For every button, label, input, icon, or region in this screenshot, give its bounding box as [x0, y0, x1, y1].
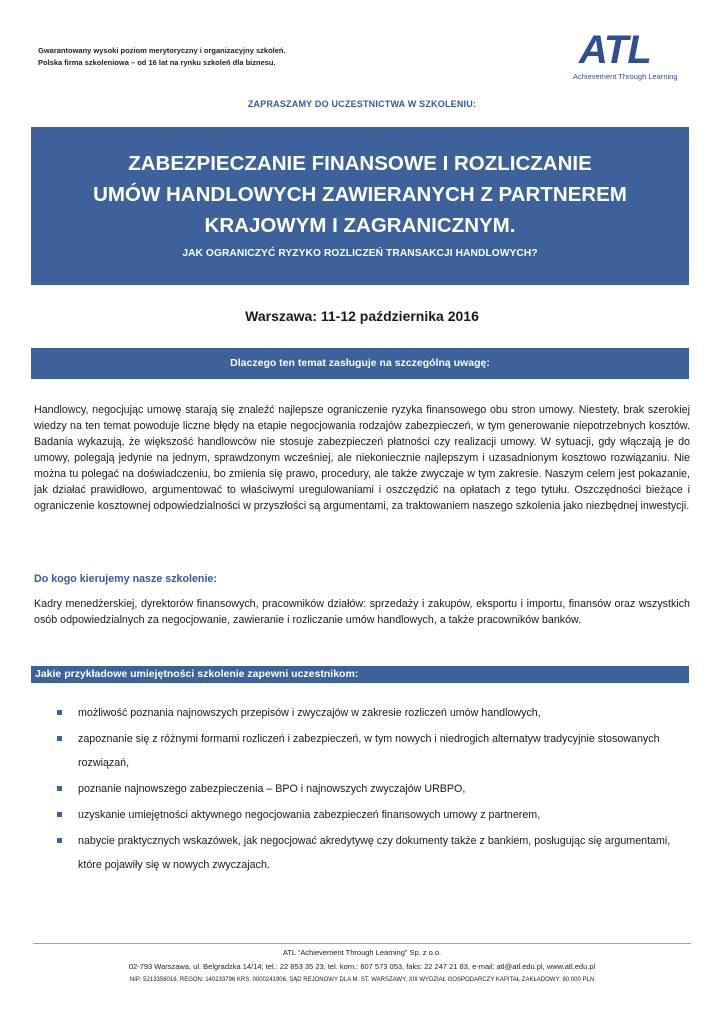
- why-paragraph: Handlowcy, negocjując umowę starają się znaleźć najlepsze ograniczenie ryzyka finansowego obu stron umowy. Niestety, brak szerokiej wiedzy na ten temat powoduje liczne błędy na etapie negocjowania rodzajów zabezpieczeń, w tym generowanie niepotrzebnych kosztów. Badania wykazują, że większość handlowców nie stosuje zabezpieczeń płatności czy realizacji umowy. W sytuacji, gdy włączają je do umowy, polegają jedynie na jednym, sprawdzonym wcześniej, ale niekoniecznie najlepszym i uzasadnionym kosztowo rozwiązaniu. Nie można tu polegać na doświadczeniu, bo zmienia się prawo, procedury, ale także zwyczaje w tym zakresie. Naszym celem jest pokazanie, jak działać prawidłowo, argumentować to właściwymi uregulowaniami i oszczędzić na opłatach z tego tytułu. Oszczędności bieżące i ograniczenie kosztownej odpowiedzialności w przyszłości są argumentami, za traktowaniem naszego szkolenia jako niezbędnej inwestycji.: [34, 404, 690, 512]
- list-item-text: uzyskanie umiejętności aktywnego negocjowania zabezpieczeń finansowych umowy z partnerem,: [78, 809, 541, 821]
- bullet-square-icon: [57, 736, 62, 741]
- audience-heading: Do kogo kierujemy nasze szkolenie:: [34, 573, 217, 585]
- footer-registration: NIP: 5213358018, REGON: 140233796 KRS: 0000241906, SĄD REJONOWY DLA M. ST. WARSZAWY, XIII WYDZIAŁ GOSPODARCZY KAPITAŁ ZAKŁADOWY: 80.000 PLN: [129, 977, 595, 983]
- training-subtitle: JAK OGRANICZYĆ RYZYKO ROZLICZEŃ TRANSAKCJI HANDLOWYCH?: [182, 248, 538, 259]
- title-line-3: KRAJOWYM I ZAGRANICZNYM.: [204, 214, 516, 237]
- logo-subtitle: Achievement Through Learning: [573, 72, 678, 81]
- bullet-square-icon: [57, 838, 62, 843]
- list-item: [52, 803, 682, 827]
- title-banner: [31, 127, 689, 285]
- atl-logo: [573, 30, 691, 85]
- logo-text: ATL: [579, 28, 651, 72]
- title-line-1: ZABEZPIECZANIE FINANSOWE I ROZLICZANIE: [128, 152, 592, 175]
- list-item-text: możliwość poznania najnowszych przepisów i zwyczajów w zakresie rozliczeń umów handlowych,: [78, 707, 541, 719]
- list-item-text: nabycie praktycznych wskazówek, jak negocjować akredytywę czy dokumenty także z bankiem, posługując się argumentami, które pojawiły się w nowych zwyczajach.: [78, 835, 671, 871]
- skills-list: [52, 701, 682, 877]
- bullet-square-icon: [57, 710, 62, 715]
- tagline-line-2: Polska firma szkoleniowa – od 16 lat na rynku szkoleń dla biznesu.: [38, 58, 276, 67]
- footer-divider: [33, 943, 691, 944]
- audience-paragraph: Kadry menedżerskiej, dyrektorów finansowych, pracowników działów: sprzedaży i zakupów, eksportu i importu, finansów oraz wszystkich osób odpowiedzialnych za negocjowanie, zawieranie i rozliczanie umów handlowych, a także pracowników banków.: [34, 598, 690, 626]
- list-item: [52, 829, 682, 877]
- skills-heading-bar: Jakie przykładowe umiejętności szkolenie zapewni uczestnikom:: [31, 666, 689, 683]
- bullet-square-icon: [57, 786, 62, 791]
- list-item: [52, 777, 682, 801]
- why-heading-bar: Dlaczego ten temat zasługuje na szczególną uwagę:: [31, 348, 689, 379]
- header-tagline: [38, 45, 286, 69]
- date-location: Warszawa: 11-12 października 2016: [245, 308, 479, 324]
- training-title: [31, 148, 689, 241]
- list-item-text: poznanie najnowszego zabezpieczenia – BPO i najnowszych zwyczajów URBPO,: [78, 783, 466, 795]
- list-item: [52, 701, 682, 725]
- bullet-square-icon: [57, 812, 62, 817]
- invite-heading: ZAPRASZAMY DO UCZESTNICTWA W SZKOLENIU:: [247, 99, 477, 109]
- title-line-2: UMÓW HANDLOWYCH ZAWIERANYCH Z PARTNEREM: [93, 183, 627, 206]
- list-item-text: zapoznanie się z różnymi formami rozliczeń i zabezpieczeń, w tym nowych i niedrogich alternatyw tradycyjnie stosowanych rozwiązań,: [78, 733, 660, 769]
- footer-contact: 02-793 Warszawa, ul. Belgradzka 14/14; tel.: 22 853 35 23, tel. kom.: 607 573 053, faks: 22 247 21 83, e-mail: atl@atl.edu.pl, www.atl.edu.pl: [128, 962, 596, 971]
- list-item: [52, 727, 682, 775]
- footer-company: ATL “Achievement Through Learning” Sp. z o.o.: [282, 948, 442, 957]
- tagline-line-1: Gwarantowany wysoki poziom merytoryczny i organizacyjny szkoleń.: [38, 46, 286, 55]
